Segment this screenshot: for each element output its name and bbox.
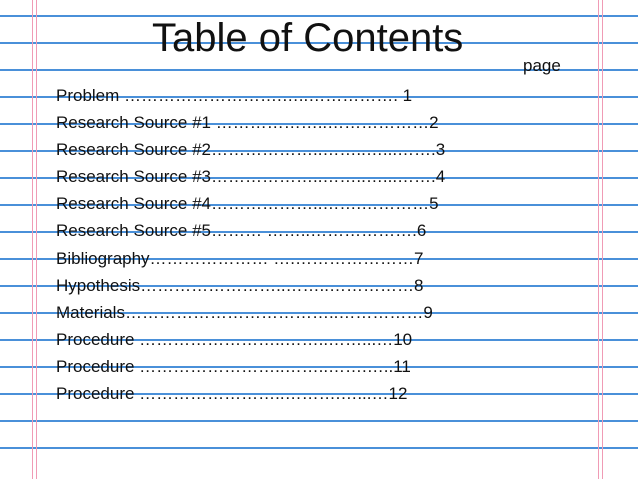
contents-list (56, 82, 445, 407)
contents-entry: Research Source #5……… ……..……………….6 (56, 221, 427, 241)
contents-entry: Procedure ……………………..……..…….…..11 (56, 356, 411, 376)
left-margin-line (32, 0, 33, 479)
contents-entry: Procedure ……………………..……..……...…10 (56, 329, 413, 349)
contents-entry: Bibliography………………… ….…………………7 (56, 248, 424, 268)
contents-entry: Research Source #2………………..……..…...…….3 (56, 140, 446, 160)
right-margin-line (598, 0, 599, 479)
contents-entry: Research Source #4………………..…….…………5 (56, 194, 439, 214)
left-margin-line-inner (36, 0, 37, 479)
contents-entry: Research Source #3………………..……..…...…….4 (56, 167, 446, 187)
contents-entry: Research Source #1 ………………..………………2 (56, 113, 439, 133)
contents-entry: Procedure ……………………..……….…...…12 (56, 384, 408, 404)
contents-entry: Problem ……………………….…..……………. 1 (56, 86, 413, 105)
page-title: Table of Contents (152, 16, 464, 60)
page-column-label: page (523, 56, 561, 75)
right-margin-line-outer (602, 0, 603, 479)
contents-entry: Materials………………………………..……………9 (56, 302, 433, 322)
contents-entry: Hypothesis……………………..……..……………8 (56, 275, 424, 295)
